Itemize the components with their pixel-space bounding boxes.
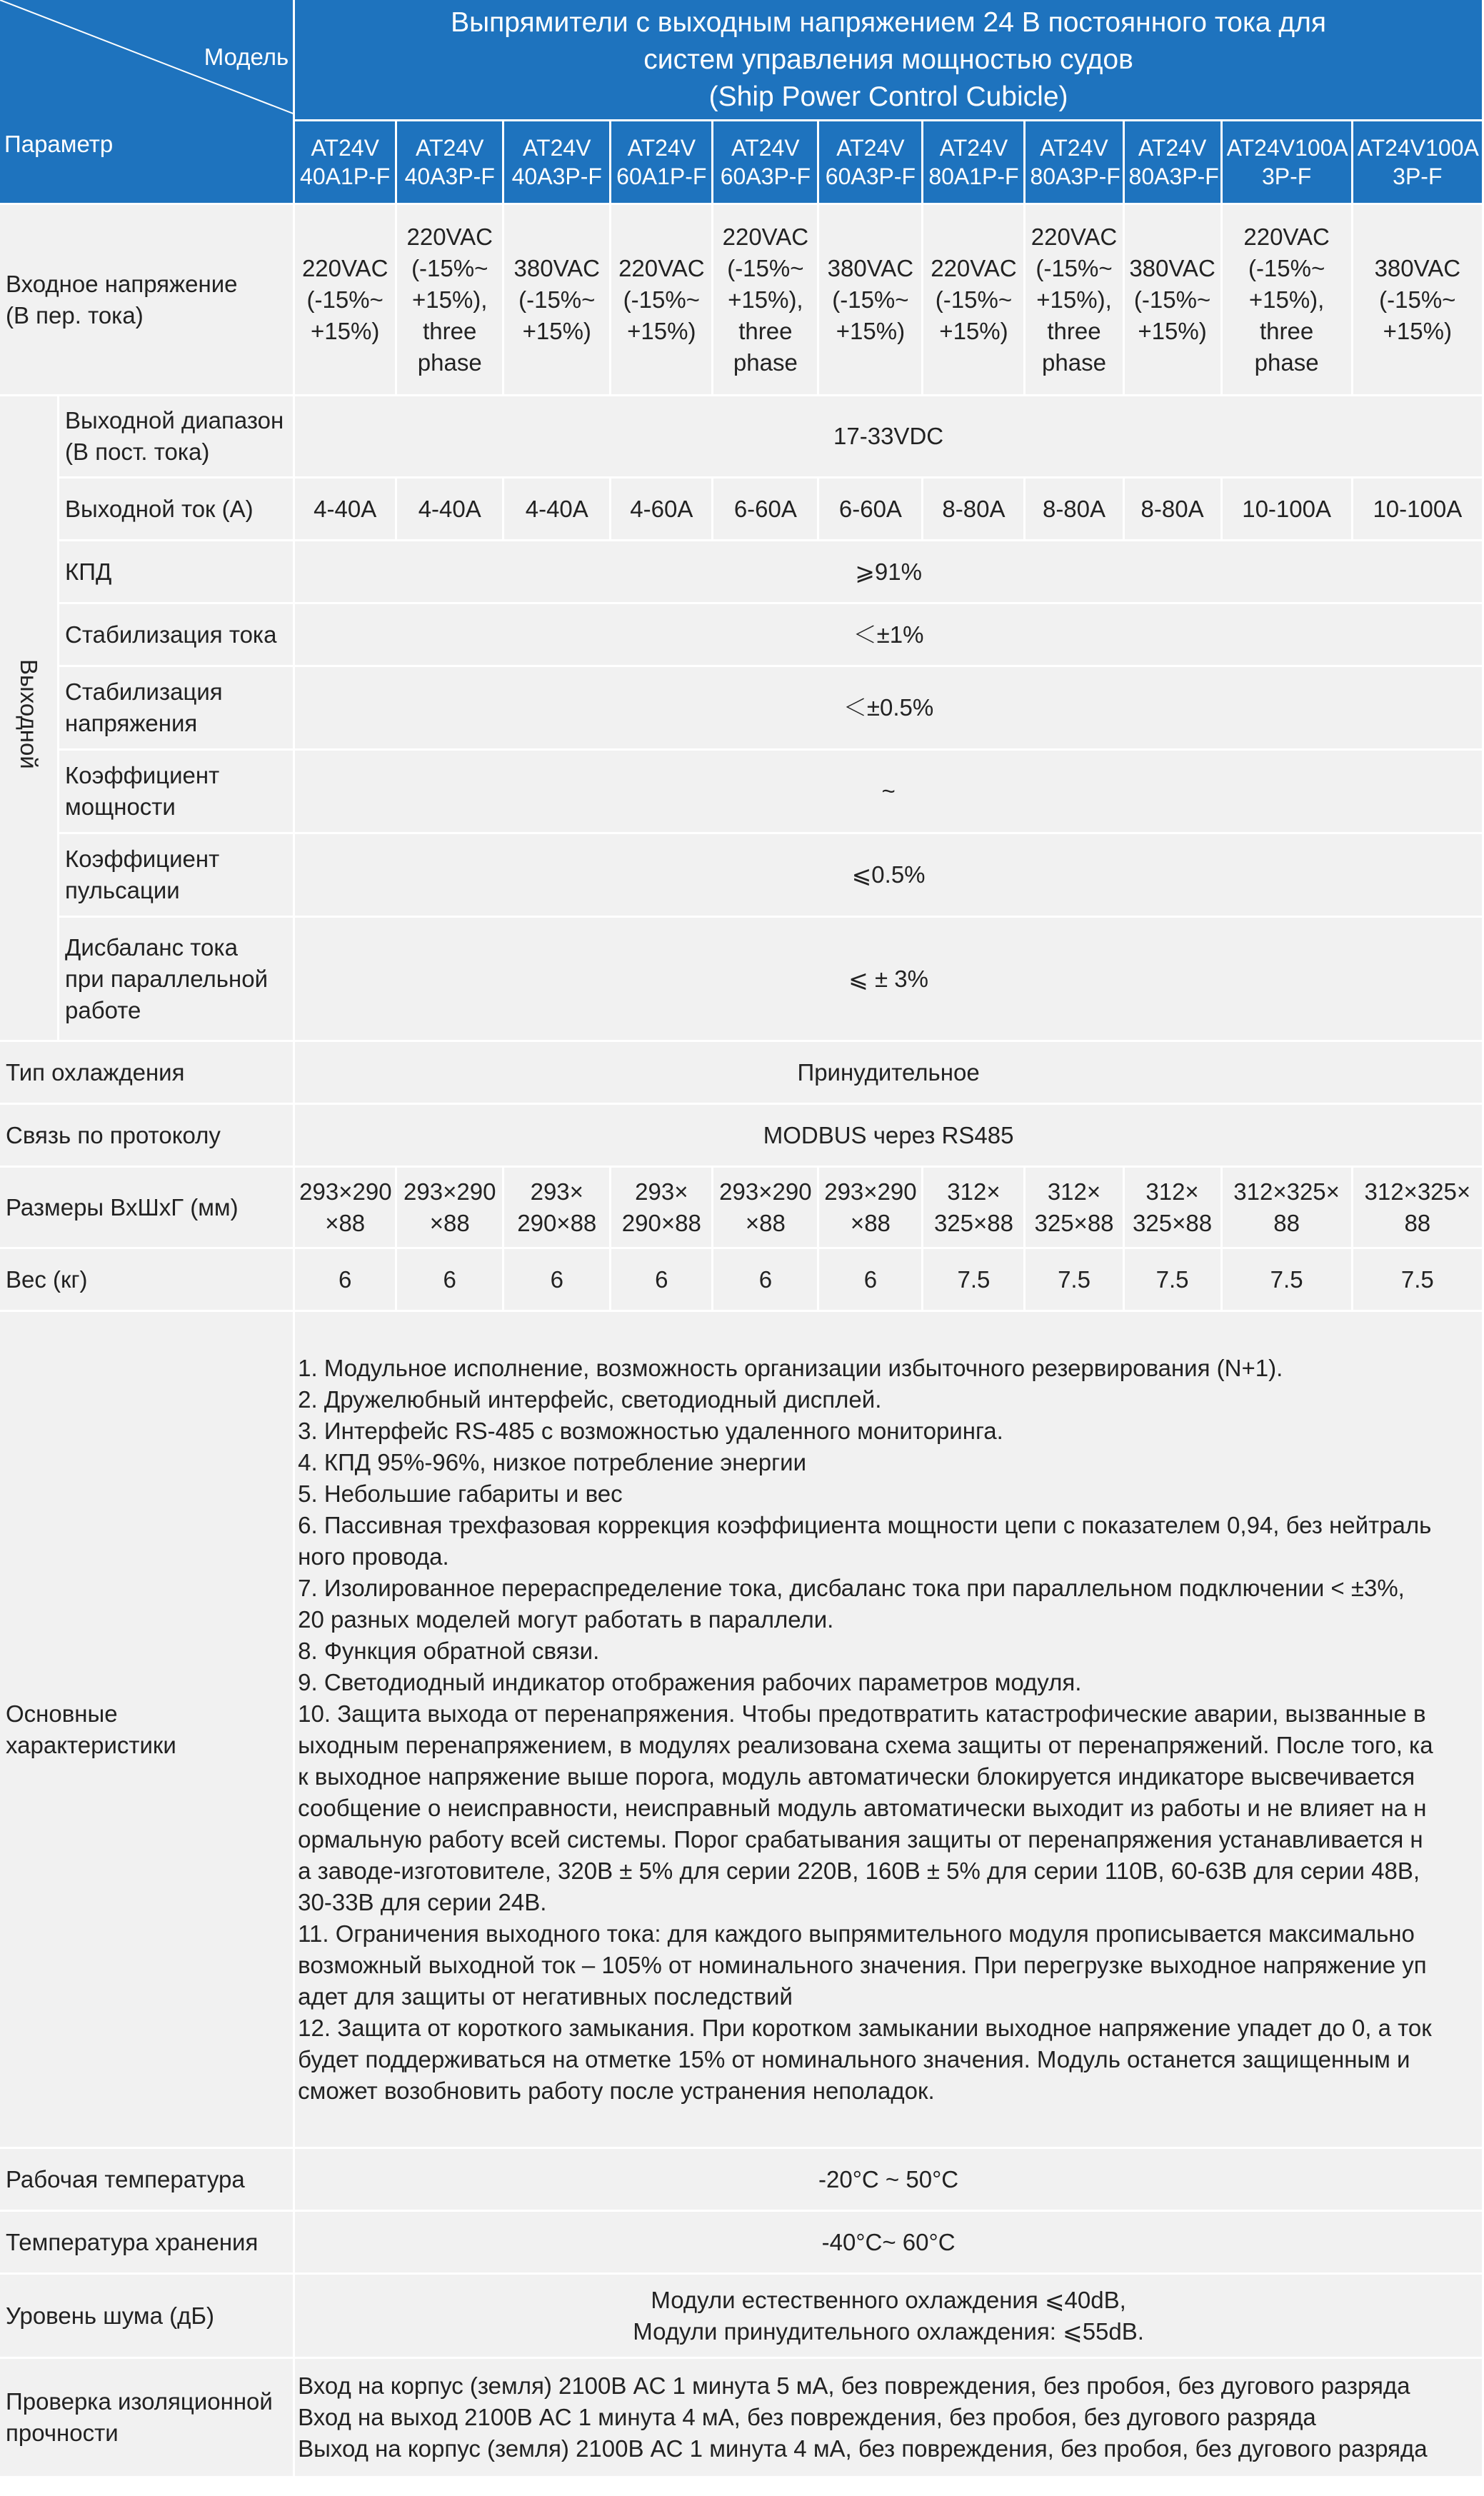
output-current-value: 8-80A bbox=[1125, 478, 1223, 541]
feature-line: сообщение о неисправности, неисправный модуль автоматически выходит из работы и не влияет на н bbox=[298, 1794, 1427, 1821]
power-factor-row bbox=[0, 751, 1484, 834]
weight-value: 6 bbox=[397, 1249, 504, 1312]
features-label: Основные характеристики bbox=[0, 1312, 295, 2149]
storage-temp-value: -40°C~ 60°C bbox=[295, 2212, 1484, 2275]
dimensions-value: 293×290 ×88 bbox=[713, 1168, 819, 1249]
feature-line: а заводе-изготовителе, 320В ± 5% для серии 220В, 160В ± 5% для серии 110В, 60-63В для серии 48В, bbox=[298, 1857, 1420, 1884]
voltage-stabilization-label: Стабилизация напряжения bbox=[59, 667, 295, 751]
feature-line: 20 разных моделей могут работать в параллели. bbox=[298, 1605, 834, 1633]
current-stabilization-value: ＜±1% bbox=[295, 604, 1484, 667]
output-current-value: 10-100A bbox=[1223, 478, 1353, 541]
input-voltage-value: 220VAC (-15%~ +15%) bbox=[923, 205, 1026, 396]
weight-value: 6 bbox=[295, 1249, 397, 1312]
dimensions-value: 312×325× 88 bbox=[1353, 1168, 1484, 1249]
dimensions-value: 312×325× 88 bbox=[1223, 1168, 1353, 1249]
insulation-row bbox=[0, 2359, 1484, 2478]
feature-line: 30-33В для серии 24В. bbox=[298, 1888, 547, 1915]
feature-line: 7. Изолированное перераспределение тока, дисбаланс тока при параллельном подключении < ±3%, bbox=[298, 1574, 1405, 1601]
weight-value: 7.5 bbox=[1223, 1249, 1353, 1312]
output-current-value: 10-100A bbox=[1353, 478, 1484, 541]
model-header: AT24V 40A3P-F bbox=[504, 121, 611, 205]
dimensions-label: Размеры ВхШхГ (мм) bbox=[0, 1168, 295, 1249]
cooling-value: Принудительное bbox=[295, 1042, 1484, 1105]
model-header: AT24V 60A3P-F bbox=[819, 121, 923, 205]
imbalance-value: ⩽ ± 3% bbox=[295, 918, 1484, 1042]
features-list bbox=[295, 1312, 1484, 2149]
insulation-label: Проверка изоляционной прочности bbox=[0, 2359, 295, 2478]
weight-value: 6 bbox=[819, 1249, 923, 1312]
header-corner bbox=[0, 0, 295, 205]
feature-line: 12. Защита от короткого замыкания. При коротком замыкании выходное напряжение упадет до 0, а ток bbox=[298, 2014, 1432, 2041]
feature-line: 9. Светодиодный индикатор отображения рабочих параметров модуля. bbox=[298, 1668, 1082, 1695]
ripple-label: Коэффициент пульсации bbox=[59, 834, 295, 918]
title-line: систем управления мощностью судов bbox=[643, 44, 1133, 75]
power-factor-label: Коэффициент мощности bbox=[59, 751, 295, 834]
corner-model-label: Модель bbox=[204, 44, 289, 70]
insulation-value bbox=[295, 2359, 1484, 2478]
feature-line: ормальную работу всей системы. Порог срабатывания защиты от перенапряжения устанавливается н bbox=[298, 1825, 1423, 1853]
efficiency-value: ⩾91% bbox=[295, 541, 1484, 604]
output-range-value: 17-33VDC bbox=[295, 396, 1484, 478]
output-current-value: 4-40A bbox=[397, 478, 504, 541]
title-line: Выпрямители с выходным напряжением 24 В постоянного тока для bbox=[451, 6, 1327, 38]
insulation-line: Выход на корпус (земля) 2100В AC 1 минута 4 мА, без повреждения, без пробоя, без дугового разряда bbox=[298, 2435, 1428, 2462]
weight-value: 7.5 bbox=[1353, 1249, 1484, 1312]
current-stabilization-row bbox=[0, 604, 1484, 667]
input-voltage-value: 220VAC (-15%~ +15%) bbox=[611, 205, 713, 396]
input-voltage-value: 380VAC (-15%~ +15%) bbox=[819, 205, 923, 396]
weight-value: 7.5 bbox=[923, 1249, 1026, 1312]
protocol-row bbox=[0, 1105, 1484, 1168]
feature-line: 1. Модульное исполнение, возможность организации избыточного резервирования (N+1). bbox=[298, 1354, 1283, 1381]
input-voltage-value: 220VAC (-15%~ +15%), three phase bbox=[1223, 205, 1353, 396]
model-header: AT24V100A 3P-F bbox=[1353, 121, 1484, 205]
input-voltage-value: 380VAC (-15%~ +15%) bbox=[1353, 205, 1484, 396]
cooling-row bbox=[0, 1042, 1484, 1105]
operating-temp-label: Рабочая температура bbox=[0, 2149, 295, 2212]
input-voltage-row bbox=[0, 205, 1484, 396]
dimensions-value: 312× 325×88 bbox=[1026, 1168, 1124, 1249]
output-current-row bbox=[0, 478, 1484, 541]
dimensions-value: 293×290 ×88 bbox=[397, 1168, 504, 1249]
efficiency-label: КПД bbox=[59, 541, 295, 604]
corner-param-label: Параметр bbox=[4, 131, 114, 157]
feature-line: будет поддерживаться на отметке 15% от номинального значения. Модуль останется защищенным и bbox=[298, 2045, 1410, 2073]
output-current-value: 8-80A bbox=[1026, 478, 1124, 541]
feature-line: ыходным перенапряжением, в модулях реализована схема защиты от перенапряжений. После того, ка bbox=[298, 1731, 1433, 1758]
weight-value: 7.5 bbox=[1125, 1249, 1223, 1312]
insulation-line: Вход на выход 2100В AC 1 минута 4 мА, без повреждения, без пробоя, без дугового разряда bbox=[298, 2404, 1316, 2430]
output-current-value: 6-60A bbox=[713, 478, 819, 541]
title-line: (Ship Power Control Cubicle) bbox=[708, 81, 1068, 112]
ripple-row bbox=[0, 834, 1484, 918]
feature-line: 8. Функция обратной связи. bbox=[298, 1637, 600, 1664]
output-current-value: 4-40A bbox=[295, 478, 397, 541]
feature-line: 10. Защита выхода от перенапряжения. Чтобы предотвратить катастрофические аварии, вызванные в bbox=[298, 1700, 1426, 1727]
model-header: AT24V 80A3P-F bbox=[1026, 121, 1124, 205]
input-voltage-value: 380VAC (-15%~ +15%) bbox=[504, 205, 611, 396]
feature-line: 5. Небольшие габариты и вес bbox=[298, 1480, 623, 1507]
input-voltage-value: 220VAC (-15%~ +15%), three phase bbox=[713, 205, 819, 396]
protocol-value: MODBUS через RS485 bbox=[295, 1105, 1484, 1168]
input-voltage-value: 380VAC (-15%~ +15%) bbox=[1125, 205, 1223, 396]
feature-line: 3. Интерфейс RS-485 с возможностью удаленного мониторинга. bbox=[298, 1417, 1003, 1444]
weight-value: 6 bbox=[504, 1249, 611, 1312]
efficiency-row bbox=[0, 541, 1484, 604]
feature-line: 6. Пассивная трехфазовая коррекция коэффициента мощности цепи с показателем 0,94, без нейтраль bbox=[298, 1511, 1432, 1538]
dimensions-value: 293×290 ×88 bbox=[295, 1168, 397, 1249]
imbalance-row bbox=[0, 918, 1484, 1042]
model-header: AT24V 40A3P-F bbox=[397, 121, 504, 205]
noise-row bbox=[0, 2275, 1484, 2359]
operating-temp-row bbox=[0, 2149, 1484, 2212]
weight-row bbox=[0, 1249, 1484, 1312]
output-current-value: 6-60A bbox=[819, 478, 923, 541]
storage-temp-row bbox=[0, 2212, 1484, 2275]
voltage-stabilization-value: ＜±0.5% bbox=[295, 667, 1484, 751]
noise-label: Уровень шума (дБ) bbox=[0, 2275, 295, 2359]
feature-line: 11. Ограничения выходного тока: для каждого выпрямительного модуля прописывается максимально bbox=[298, 1920, 1415, 1947]
noise-value: Модули естественного охлаждения ⩽40dB, Модули принудительного охлаждения: ⩽55dB. bbox=[295, 2275, 1484, 2359]
operating-temp-value: -20°C ~ 50°C bbox=[295, 2149, 1484, 2212]
output-current-value: 8-80A bbox=[923, 478, 1026, 541]
model-header: AT24V 60A3P-F bbox=[713, 121, 819, 205]
weight-value: 6 bbox=[611, 1249, 713, 1312]
feature-line: возможный выходной ток – 105% от номинального значения. При перегрузке выходное напряжение уп bbox=[298, 1951, 1427, 1978]
model-header: AT24V 60A1P-F bbox=[611, 121, 713, 205]
dimensions-value: 293× 290×88 bbox=[504, 1168, 611, 1249]
dimensions-value: 293×290 ×88 bbox=[819, 1168, 923, 1249]
corner-diagonal bbox=[0, 0, 295, 205]
output-current-label: Выходной ток (А) bbox=[59, 478, 295, 541]
feature-line: сможет возобновить работу после устранения неполадок. bbox=[298, 2077, 935, 2104]
insulation-line: Вход на корпус (земля) 2100В AC 1 минута 5 мА, без повреждения, без пробоя, без дугового разряда bbox=[298, 2372, 1410, 2399]
dimensions-value: 293× 290×88 bbox=[611, 1168, 713, 1249]
feature-line: 4. КПД 95%-96%, низкое потребление энергии bbox=[298, 1448, 807, 1475]
dimensions-value: 312× 325×88 bbox=[923, 1168, 1026, 1249]
storage-temp-label: Температура хранения bbox=[0, 2212, 295, 2275]
dimensions-value: 312× 325×88 bbox=[1125, 1168, 1223, 1249]
feature-line: ного провода. bbox=[298, 1543, 449, 1570]
weight-value: 7.5 bbox=[1026, 1249, 1124, 1312]
cooling-label: Тип охлаждения bbox=[0, 1042, 295, 1105]
power-factor-value: ~ bbox=[295, 751, 1484, 834]
weight-label: Вес (кг) bbox=[0, 1249, 295, 1312]
output-range-row bbox=[0, 396, 1484, 478]
table-title bbox=[295, 0, 1484, 121]
input-voltage-value: 220VAC (-15%~ +15%), three phase bbox=[397, 205, 504, 396]
voltage-stabilization-row bbox=[0, 667, 1484, 751]
features-row bbox=[0, 1312, 1484, 2149]
dimensions-row bbox=[0, 1168, 1484, 1249]
feature-line: 2. Дружелюбный интерфейс, светодиодный дисплей. bbox=[298, 1385, 882, 1413]
imbalance-label: Дисбаланс тока при параллельной работе bbox=[59, 918, 295, 1042]
input-voltage-label: Входное напряжение (В пер. тока) bbox=[0, 205, 295, 396]
output-current-value: 4-40A bbox=[504, 478, 611, 541]
protocol-label: Связь по протоколу bbox=[0, 1105, 295, 1168]
current-stabilization-label: Стабилизация тока bbox=[59, 604, 295, 667]
model-header: AT24V 80A3P-F bbox=[1125, 121, 1223, 205]
model-header: AT24V 80A1P-F bbox=[923, 121, 1026, 205]
input-voltage-value: 220VAC (-15%~ +15%), three phase bbox=[1026, 205, 1124, 396]
feature-line: адет для защиты от негативных последствий bbox=[298, 1983, 793, 2010]
model-header: AT24V 40A1P-F bbox=[295, 121, 397, 205]
weight-value: 6 bbox=[713, 1249, 819, 1312]
output-range-label: Выходной диапазон (В пост. тока) bbox=[59, 396, 295, 478]
input-voltage-value: 220VAC (-15%~ +15%) bbox=[295, 205, 397, 396]
output-current-value: 4-60A bbox=[611, 478, 713, 541]
ripple-value: ⩽0.5% bbox=[295, 834, 1484, 918]
model-header: AT24V100A 3P-F bbox=[1223, 121, 1353, 205]
output-group-label: Выходной bbox=[0, 396, 59, 1042]
feature-line: к выходное напряжение выше порога, модуль автоматически блокируется индикаторе высвечивается bbox=[298, 1763, 1415, 1790]
